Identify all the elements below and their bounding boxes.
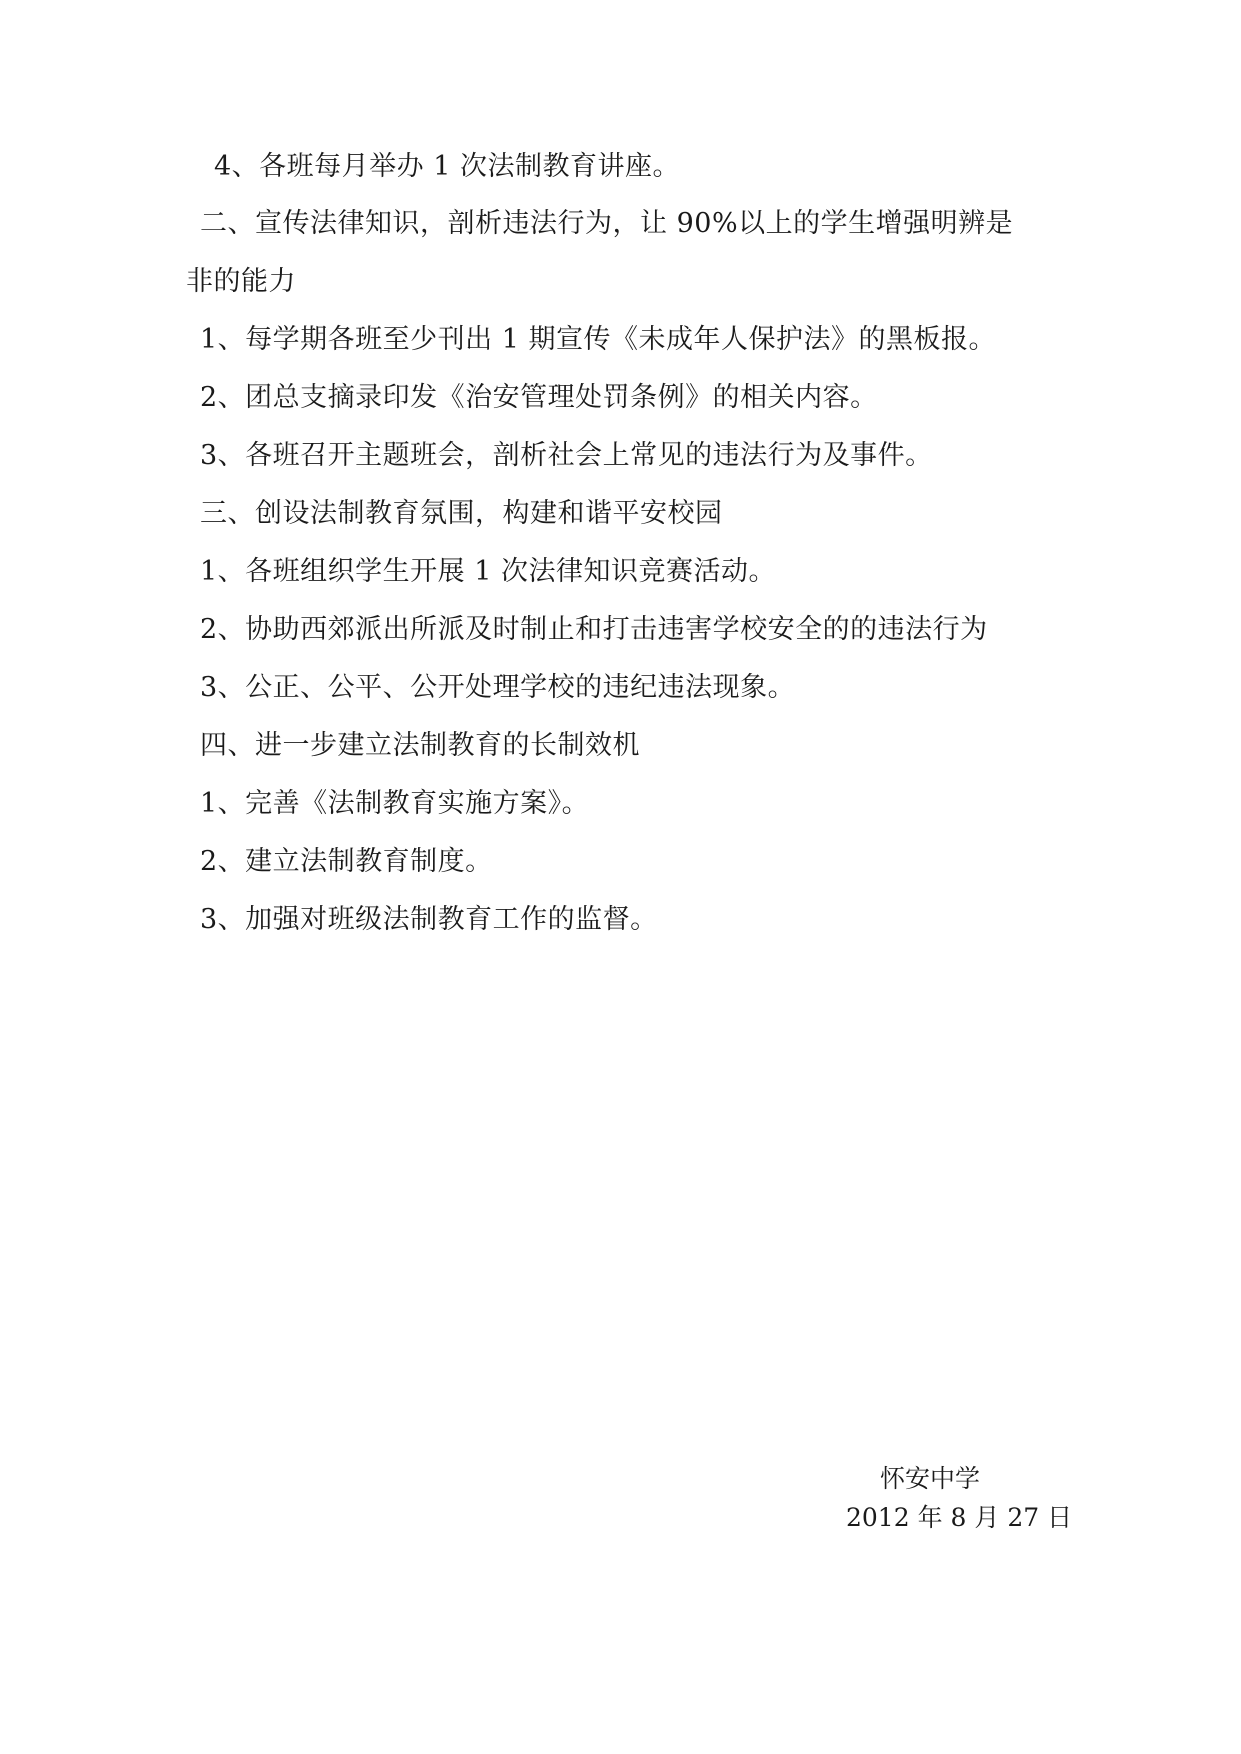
section4-item: 3、加强对班级法制教育工作的监督。	[200, 904, 658, 935]
section2-item: 3、各班召开主题班会，剖析社会上常见的违法行为及事件。	[200, 440, 933, 471]
signature-date: 2012 年 8 月 27 日	[846, 1503, 1073, 1532]
section3-item: 3、公正、公平、公开处理学校的违纪违法现象。	[200, 672, 796, 703]
section3-item: 1、各班组织学生开展 1 次法律知识竞赛活动。	[200, 556, 777, 587]
section2-heading-line1: 二、宣传法律知识，剖析违法行为，让 90%以上的学生增强明辨是	[200, 208, 1014, 239]
section4-heading: 四、进一步建立法制教育的长制效机	[200, 730, 640, 761]
section4-item: 2、建立法制教育制度。	[200, 846, 493, 877]
section4-item: 1、完善《法制教育实施方案》。	[200, 788, 590, 819]
section3-heading: 三、创设法制教育氛围，构建和谐平安校园	[200, 498, 723, 529]
section2-heading-line2: 非的能力	[186, 266, 296, 297]
section3-item: 2、协助西郊派出所派及时制止和打击违害学校安全的的违法行为	[200, 614, 988, 645]
signature-school: 怀安中学	[880, 1464, 981, 1493]
section2-item: 1、每学期各班至少刊出 1 期宣传《未成年人保护法》的黑板报。	[200, 324, 997, 355]
item-monthly-lecture: 4、各班每月举办 1 次法制教育讲座。	[214, 151, 681, 182]
section2-item: 2、团总支摘录印发《治安管理处罚条例》的相关内容。	[200, 382, 878, 413]
